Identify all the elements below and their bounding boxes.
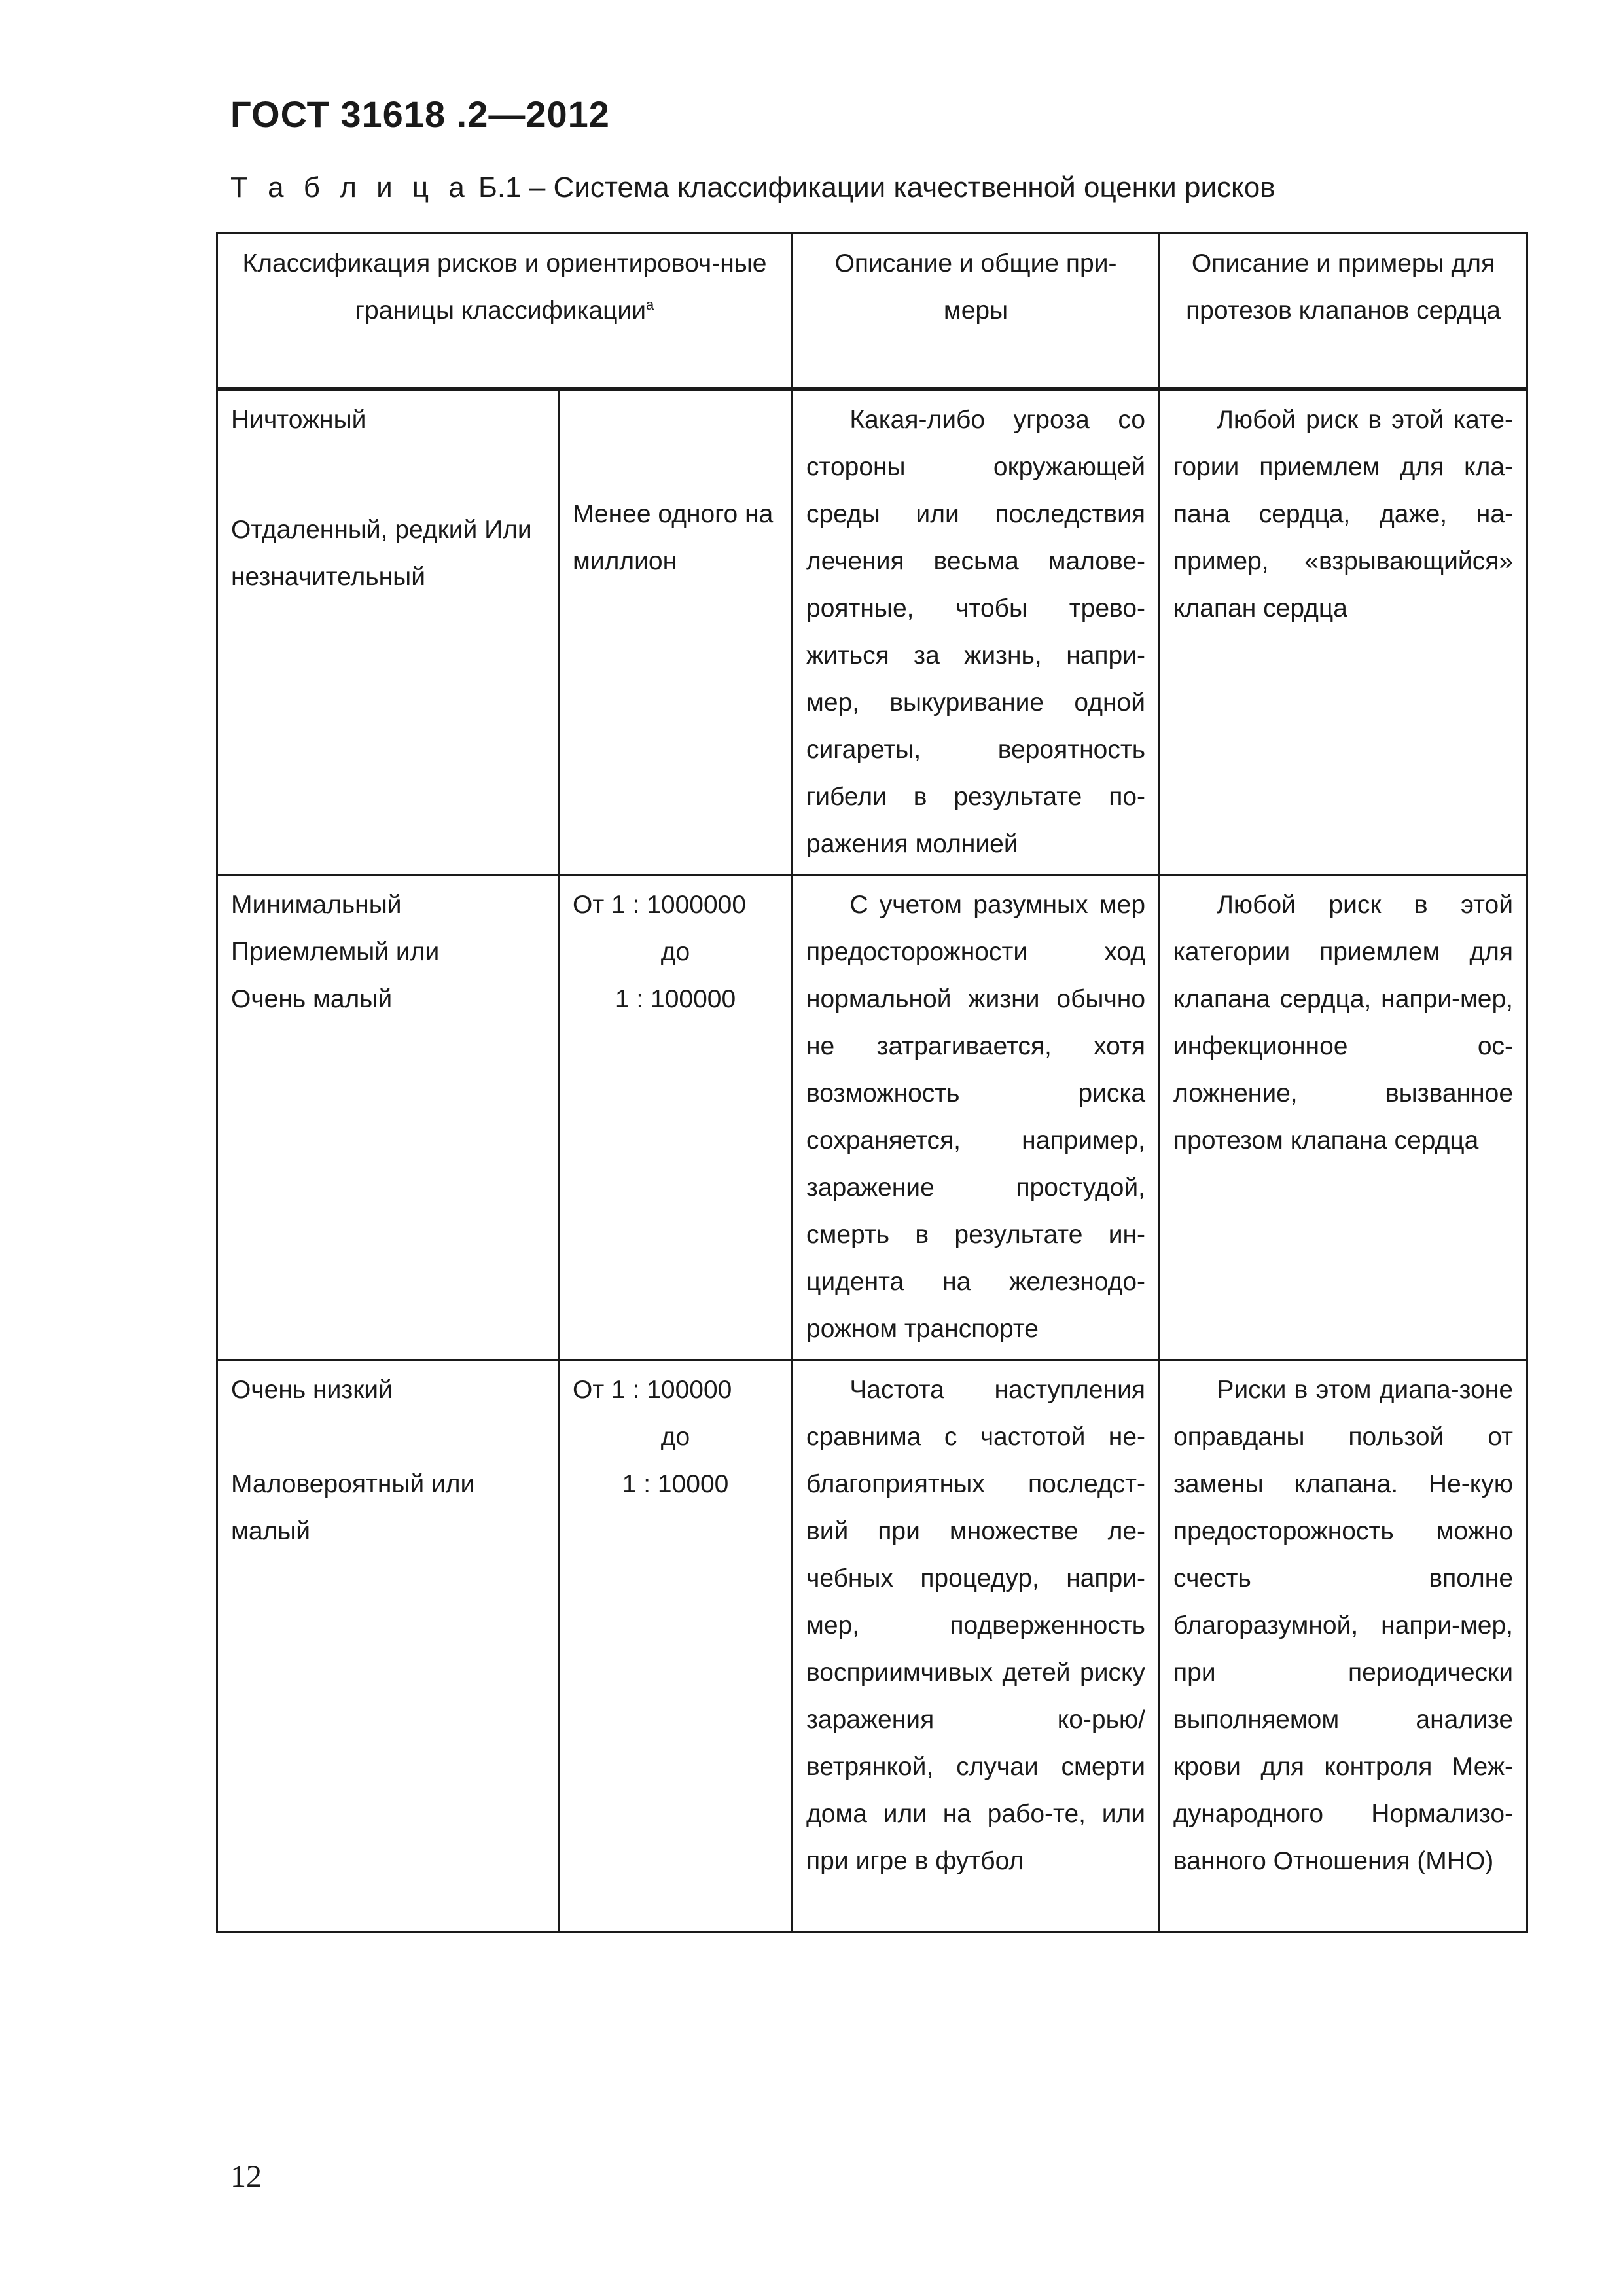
- table-row: [217, 389, 1527, 876]
- risk-bound-cell: [559, 389, 793, 876]
- table-caption-text: Б.1 – Система классификации качественной оценки рисков: [470, 171, 1275, 204]
- valve-description-cell: Любой риск в этой категории приемлем для клапана сердца, напри-мер, инфекционное ос-ложнение, вызванное протезом клапана сердца: [1160, 876, 1527, 1361]
- risk-bound-to: 1 : 10000: [622, 1470, 729, 1498]
- general-description-cell: С учетом разумных мер предосторожности ход нормальной жизни обычно не затрагивается, хотя возможность риска сохраняется, например, заражение простудой, смерть в результате ин-цидента на железнодо-рожном транспорте: [793, 876, 1160, 1361]
- header-valves: Описание и примеры для протезов клапанов сердца: [1160, 233, 1527, 389]
- document-header: ГОСТ 31618 .2—2012: [230, 94, 610, 135]
- valve-description-cell: Любой риск в этой кате-гории приемлем для кла-пана сердца, даже, на-пример, «взрывающийся» клапан сердца: [1160, 389, 1527, 876]
- general-description-cell: Какая-либо угроза со стороны окружающей среды или последствия лечения весьма малове-роятные, чтобы трево-житься за жизнь, напри-мер, выкуривание одной сигареты, вероятность гибели в результате по-ражения молнией: [793, 389, 1160, 876]
- header-classification-text: Классификация рисков и ориентировоч-ные границы классификации: [242, 249, 767, 325]
- risk-bound-from: От 1 : 100000: [573, 1376, 732, 1404]
- table-row: [217, 1361, 1527, 1933]
- risk-level-synonym: Отдаленный, редкий Или незначительный: [231, 516, 532, 591]
- table-caption-prefix: Т а б л и ц а: [230, 171, 471, 204]
- risk-level-name: Ничтожный: [231, 406, 366, 434]
- risk-level-synonym: Приемлемый или Очень малый: [231, 938, 440, 1013]
- risk-level-name: Минимальный: [231, 891, 402, 919]
- risk-bound-cell: [559, 876, 793, 1361]
- table-header-row: [217, 233, 1527, 389]
- risk-level-name: Очень низкий: [231, 1376, 393, 1404]
- risk-bound-cell: [559, 1361, 793, 1933]
- risk-bound-from: От 1 : 1000000: [573, 891, 747, 919]
- risk-classification-table: [216, 232, 1528, 1933]
- valve-description-cell: Риски в этом диапа-зоне оправданы пользой от замены клапана. Не-кую предосторожность можно счесть вполне благоразумной, напри-мер, при периодически выполняемом анализе крови для контроля Меж-дународного Нормализо-ванного Отношения (МНО): [1160, 1361, 1527, 1933]
- risk-level-cell: [217, 389, 559, 876]
- risk-level-cell: [217, 876, 559, 1361]
- risk-bound-mid: до: [660, 1423, 690, 1451]
- risk-bound-to: 1 : 100000: [615, 985, 736, 1013]
- risk-bound-mid: до: [660, 938, 690, 966]
- risk-bound-from: Менее одного на миллион: [573, 500, 774, 575]
- header-classification: [217, 233, 793, 389]
- risk-level-synonym: Маловероятный или малый: [231, 1470, 475, 1545]
- page-number: 12: [230, 2159, 262, 2194]
- risk-level-cell: [217, 1361, 559, 1933]
- table-caption: [230, 171, 1275, 204]
- general-description-cell: Частота наступления сравнима с частотой не-благоприятных последст-вий при множестве ле-чебных процедур, напри-мер, подверженность восприимчивых детей риску заражения ко-рью/ветрянкой, случаи смерти дома или на рабо-те, или при игре в футбол: [793, 1361, 1160, 1933]
- header-general: Описание и общие при-меры: [793, 233, 1160, 389]
- table-row: [217, 876, 1527, 1361]
- header-footnote-mark: а: [646, 296, 654, 313]
